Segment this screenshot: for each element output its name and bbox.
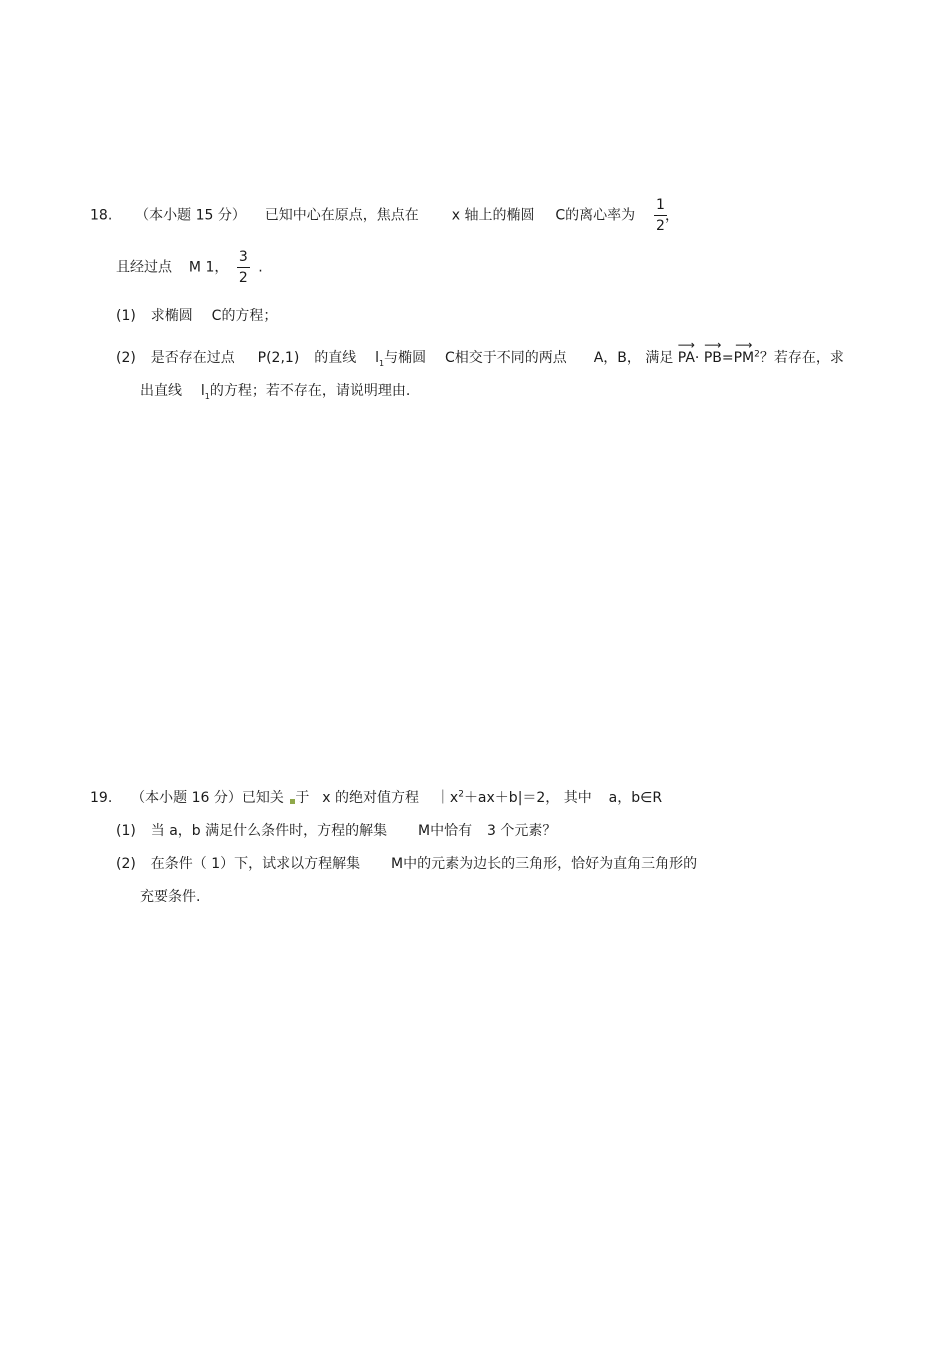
q19-intro-c: 的绝对值方程: [335, 790, 419, 806]
q18-intro-a: 已知中心在原点，焦点在: [264, 207, 419, 224]
q18-part2-var: C: [445, 350, 455, 366]
q18-m-y-numerator: 3: [237, 250, 250, 268]
q18-ecc-after: ，: [664, 207, 679, 224]
vector-pb: ⟶ PB: [704, 350, 722, 366]
q19-condition: a，b∈R: [608, 790, 663, 806]
q18-points: （本小题 15 分）: [135, 207, 246, 224]
q18-header-line: [90, 198, 679, 233]
q18-part1-text-b: 的方程；: [221, 308, 278, 324]
q18-points-ab: A，B，: [593, 350, 641, 366]
q19-part2-label: (2): [116, 856, 136, 872]
q18-part1-var: C: [211, 308, 222, 324]
q19-equation-a: ｜x: [435, 790, 459, 806]
q18-intro-b: 轴上的椭圆: [464, 207, 535, 224]
q18-intro-c: 的离心率为: [565, 207, 636, 224]
q19-part2-line1: [116, 853, 697, 873]
q18-part2-line1: [116, 347, 844, 368]
q19-var-x: x: [322, 790, 331, 806]
q18-part1-label: (1): [116, 308, 136, 324]
q18-part2-a: 是否存在过点: [150, 350, 235, 366]
q18-m-y-fraction: [237, 250, 250, 285]
q18-var-x: x: [451, 207, 460, 224]
q18-part2-e: 满足: [645, 350, 674, 366]
q19-number: 19.: [90, 790, 113, 806]
q18-passes-line: [116, 250, 263, 285]
q19-part1-count: 3: [487, 823, 496, 839]
q19-part2-b: 中的元素为边长的三角形，恰好为直角三角形的: [403, 856, 698, 872]
q18-m-x: 1，: [205, 259, 229, 276]
q19-equation-b: ＋ax＋b|＝2，: [463, 790, 560, 806]
q19-part2-line2: [140, 886, 200, 906]
q19-points: （本小题 16 分）: [131, 790, 242, 806]
dot-operator: ·: [694, 350, 700, 366]
q18-part2-d: 相交于不同的两点: [454, 350, 567, 366]
q18-ecc-denominator: 2: [656, 218, 665, 234]
q19-intro-d: 其中: [563, 790, 592, 806]
q19-part1: [116, 820, 556, 840]
q18-part2-f: ？若存在，求: [759, 350, 844, 366]
q19-part1-b: 中恰有: [430, 823, 473, 839]
q19-part2-a: 在条件（ 1）下，试求以方程解集: [150, 856, 361, 872]
q18-part2-c: 与椭圆: [384, 350, 427, 366]
q18-line-l-sub: 1: [379, 358, 385, 368]
vector-pa: ⟶ PA: [678, 350, 695, 366]
q18-number: 18.: [90, 207, 113, 224]
q18-part2-g: 出直线: [140, 383, 182, 399]
q18-part1-text-a: 求椭圆: [150, 308, 193, 324]
q19-part1-label: (1): [116, 823, 136, 839]
vector-pm: ⟶ PM: [734, 350, 755, 366]
q18-var-c: C: [555, 207, 566, 224]
q19-part1-c: 个元素？: [500, 823, 557, 839]
q18-line-l-2-sub: 1: [204, 391, 210, 401]
q19-part2-c: 充要条件.: [140, 889, 201, 905]
square-exponent: 2: [754, 349, 760, 360]
q18-part1: [116, 305, 277, 325]
q19-equation-exponent: 2: [458, 789, 464, 800]
q18-ecc-numerator: 1: [654, 198, 667, 216]
q18-pass-end: .: [258, 259, 263, 276]
q18-m-y-denominator: 2: [238, 270, 248, 286]
q18-line-l: l: [375, 350, 379, 366]
q18-part2-line2: [140, 380, 410, 401]
q18-point-m: M: [188, 259, 201, 276]
q18-part2-h: 的方程；若不存在，请说明理由.: [209, 383, 411, 399]
q18-pass-text: 且经过点: [116, 259, 172, 276]
q19-part1-set: M: [418, 823, 431, 839]
q18-line-l-2: l: [200, 383, 205, 399]
q18-part2-label: (2): [116, 350, 136, 366]
q19-header-line: [90, 787, 662, 807]
q19-intro-b: 于: [295, 790, 310, 806]
q18-part2-b: 的直线: [314, 350, 357, 366]
q19-intro-a: 已知关: [241, 790, 284, 806]
q19-part2-set: M: [391, 856, 404, 872]
q18-point-p: P(2,1): [257, 350, 300, 366]
q19-part1-a: 当 a，b 满足什么条件时，方程的解集: [150, 823, 388, 839]
equals-sign: =: [721, 350, 734, 366]
